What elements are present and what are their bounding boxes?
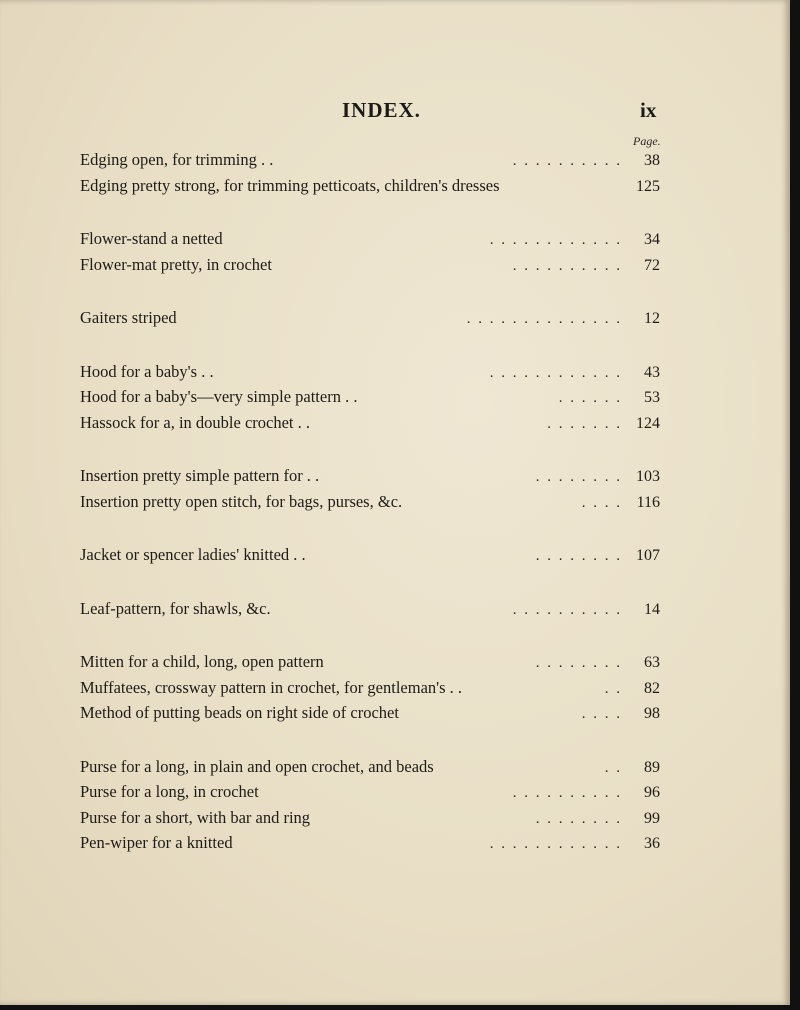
entry-page-number: 99: [644, 809, 660, 827]
entry-text: Edging open, for trimming . .: [80, 150, 274, 169]
entry-text: Muffatees, crossway pattern in crochet, for gentleman's . .: [80, 677, 463, 697]
entry-dot-leader: . . . . . . .: [547, 415, 622, 432]
index-entry: [80, 808, 660, 834]
entry-text: Purse for a long, in plain and open crochet, and beads: [80, 756, 434, 776]
index-entry: [80, 678, 660, 704]
entry-dot-leader: . .: [604, 759, 622, 776]
entry-text: Mitten for a child, long, open pattern: [80, 652, 324, 671]
entry-dot-leader: . . . . . . . .: [535, 469, 622, 485]
entry-page-number: 34: [644, 231, 660, 248]
index-group: [80, 150, 660, 201]
index-entry: [80, 255, 660, 281]
entry-page-number: 12: [644, 310, 660, 327]
entry-page-number: 14: [644, 600, 660, 618]
entry-text: Hassock for a, in double crochet . .: [80, 412, 311, 432]
index-entries: [80, 150, 660, 887]
index-entry: [80, 652, 660, 678]
entry-page-number: 124: [636, 414, 660, 432]
entry-page-number: 89: [644, 758, 660, 776]
entry-text: Flower-mat pretty, in crochet: [80, 254, 272, 274]
index-entry: [80, 466, 660, 492]
entry-text: Method of putting beads on right side of crochet: [80, 703, 399, 722]
entry-page-number: 38: [644, 152, 660, 169]
entry-page-number: 36: [644, 835, 660, 852]
entry-dot-leader: . . . . . . . . . .: [512, 257, 622, 274]
entry-text: Flower-stand a netted: [80, 229, 223, 248]
index-entry: [80, 782, 660, 808]
entry-dot-leader: . . . . . . . .: [535, 655, 622, 671]
entry-dot-leader: . . . .: [581, 706, 622, 722]
index-entry: [80, 599, 660, 625]
entry-text: Leaf-pattern, for shawls, &c.: [80, 598, 271, 618]
index-entry: [80, 229, 660, 255]
entry-text: Insertion pretty open stitch, for bags, purses, &c.: [80, 491, 403, 511]
index-entry: [80, 176, 660, 202]
entry-page-number: 43: [644, 363, 660, 381]
entry-dot-leader: . . . . . . . . . . . . . .: [466, 311, 622, 327]
page-column-label: Page.: [633, 134, 661, 148]
entry-text: Hood for a baby's . .: [80, 361, 214, 381]
index-group: [80, 652, 660, 729]
entry-page-number: 96: [644, 784, 660, 801]
entry-dot-leader: . . . . . . . .: [535, 810, 622, 827]
entry-dot-leader: . . . . . . . . . .: [512, 785, 622, 801]
entry-dot-leader: . . . . . . . .: [535, 548, 622, 564]
index-group: [80, 466, 660, 517]
entry-dot-leader: . . . . . . . . . . . .: [489, 836, 622, 852]
entry-dot-leader: . . . . . . . . . . . .: [489, 364, 622, 381]
entry-page-number: 116: [636, 493, 660, 511]
entry-dot-leader: . . . . . .: [558, 390, 622, 406]
entry-text: Purse for a short, with bar and ring: [80, 807, 311, 827]
index-entry: [80, 387, 660, 413]
page-bottom-shadow: [0, 1005, 800, 1010]
page-number: ix: [640, 98, 657, 122]
index-group: [80, 599, 660, 625]
entry-text: Gaiters striped: [80, 308, 177, 327]
index-group: [80, 757, 660, 859]
page-title: INDEX.: [342, 98, 421, 122]
index-entry: [80, 703, 660, 729]
entry-page-number: 107: [636, 547, 660, 564]
entry-dot-leader: . .: [604, 680, 622, 697]
entry-dot-leader: . . . . . . . . . . . .: [489, 232, 622, 248]
index-group: [80, 545, 660, 571]
entry-page-number: 63: [644, 654, 660, 671]
entry-text: Purse for a long, in crochet: [80, 782, 259, 801]
index-entry: [80, 492, 660, 518]
page-header: [80, 98, 680, 134]
index-entry: [80, 308, 660, 334]
index-entry: [80, 150, 660, 176]
entry-page-number: 103: [636, 468, 660, 485]
index-entry: [80, 833, 660, 859]
page-edge-shadow: [790, 0, 800, 1010]
index-group: [80, 362, 660, 439]
entry-text: Pen-wiper for a knitted: [80, 833, 233, 852]
entry-dot-leader: . . . .: [581, 494, 622, 511]
entry-text: Edging pretty strong, for trimming petticoats, children's dresses: [80, 175, 500, 195]
entry-page-number: 82: [644, 679, 660, 697]
entry-page-number: 125: [636, 177, 660, 195]
index-entry: [80, 362, 660, 388]
entry-page-number: 53: [644, 389, 660, 406]
index-entry: [80, 545, 660, 571]
entry-text: Hood for a baby's—very simple pattern . .: [80, 387, 358, 406]
entry-dot-leader: . . . . . . . . . .: [512, 601, 622, 618]
index-entry: [80, 757, 660, 783]
index-group: [80, 308, 660, 334]
index-entry: [80, 413, 660, 439]
entry-dot-leader: . . . . . . . . . .: [512, 153, 622, 169]
entry-text: Jacket or spencer ladies' knitted . .: [80, 545, 306, 564]
entry-page-number: 98: [644, 705, 660, 722]
index-group: [80, 229, 660, 280]
entry-text: Insertion pretty simple pattern for . .: [80, 466, 320, 485]
entry-page-number: 72: [644, 256, 660, 274]
